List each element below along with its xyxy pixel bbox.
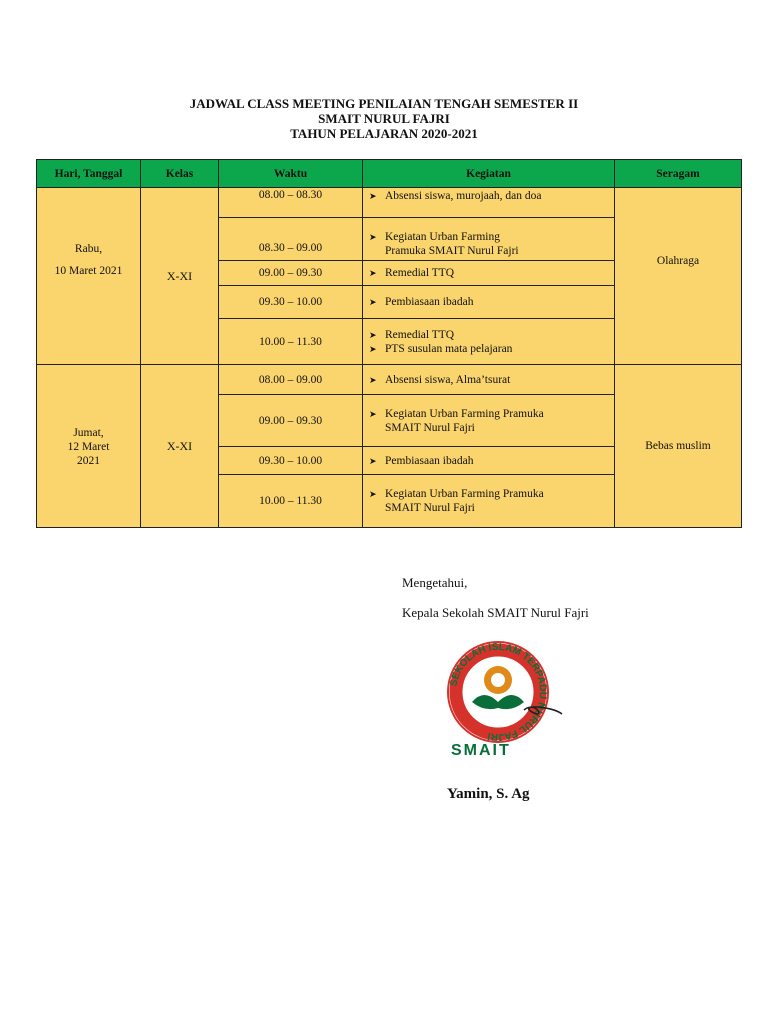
uniform-cell: Bebas muslim (615, 365, 742, 528)
activity-cell: ➤ Kegiatan Urban Farming Pramuka SMAIT Nurul Fajri (363, 395, 615, 447)
column-header-kegiatan: Kegiatan (363, 160, 615, 188)
activity-cell: ➤ Pembiasaan ibadah (363, 286, 615, 319)
column-header-waktu: Waktu (219, 160, 363, 188)
uniform-cell: Olahraga (615, 188, 742, 365)
day-date: 12 Maret (67, 441, 110, 453)
activity-cell: ➤ Kegiatan Urban Farming Pramuka SMAIT Nurul Fajri (363, 218, 615, 261)
time-cell: 09.00 – 09.30 (219, 395, 363, 447)
table-header-row (37, 160, 742, 188)
day-cell-rabu (37, 188, 141, 365)
class-cell: X-XI (141, 365, 219, 528)
activity-cell: ➤ Absensi siswa, Alma’tsurat (363, 365, 615, 395)
class-cell: X-XI (141, 188, 219, 365)
school-name: SMAIT NURUL FAJRI (318, 111, 450, 126)
day-name: Rabu, (74, 243, 103, 255)
activity-cell: ➤ Remedial TTQ ➤ PTS susulan mata pelajaran (363, 319, 615, 365)
column-header-seragam: Seragam (615, 160, 742, 188)
time-cell: 08.00 – 09.00 (219, 365, 363, 395)
time-cell: 10.00 – 11.30 (219, 475, 363, 528)
document-title: JADWAL CLASS MEETING PENILAIAN TENGAH SEMESTER II (189, 96, 579, 111)
activity-cell: ➤ Remedial TTQ (363, 261, 615, 286)
table-row (37, 188, 742, 218)
principal-name: Yamin, S. Ag (447, 786, 530, 802)
arrow-bullet-icon: ➤ (369, 329, 377, 340)
time-cell: 10.00 – 11.30 (219, 319, 363, 365)
arrow-bullet-icon: ➤ (369, 297, 377, 307)
time-cell: 09.00 – 09.30 (219, 261, 363, 286)
svg-text:SEKOLAH ISLAM TERPADU NURUL FA: SEKOLAH ISLAM TERPADU NURUL FAJRI (448, 641, 549, 743)
schedule-table (36, 159, 742, 528)
principal-title: Kepala Sekolah SMAIT Nurul Fajri (402, 605, 589, 620)
activity-cell: ➤ Pembiasaan ibadah (363, 447, 615, 475)
day-cell-jumat (37, 365, 141, 528)
arrow-bullet-icon: ➤ (369, 268, 377, 278)
arrow-bullet-icon: ➤ (369, 232, 377, 242)
day-year: 2021 (77, 455, 100, 467)
time-cell: 08.00 – 08.30 (219, 188, 363, 218)
day-date: 10 Maret 2021 (54, 265, 123, 277)
stamp-label: SMAIT (451, 742, 511, 759)
activity-cell: ➤ Kegiatan Urban Farming Pramuka SMAIT Nurul Fajri (363, 475, 615, 528)
time-cell: 09.30 – 10.00 (219, 447, 363, 475)
arrow-bullet-icon: ➤ (369, 343, 377, 354)
arrow-bullet-icon: ➤ (369, 191, 377, 201)
column-header-kelas: Kelas (141, 160, 219, 188)
academic-year: TAHUN PELAJARAN 2020-2021 (290, 126, 478, 141)
arrow-bullet-icon: ➤ (369, 489, 377, 499)
stamp-logo-icon (428, 640, 568, 750)
acknowledged-label: Mengetahui, (402, 575, 468, 590)
activity-cell: ➤ Absensi siswa, murojaah, dan doa (363, 188, 615, 218)
arrow-bullet-icon: ➤ (369, 408, 377, 419)
day-name: Jumat, (73, 427, 104, 439)
time-cell: 08.30 – 09.00 (219, 218, 363, 261)
time-cell: 09.30 – 10.00 (219, 286, 363, 319)
column-header-hari: Hari, Tanggal (37, 160, 141, 188)
table-row (37, 365, 742, 395)
arrow-bullet-icon: ➤ (369, 374, 377, 385)
arrow-bullet-icon: ➤ (369, 455, 377, 466)
